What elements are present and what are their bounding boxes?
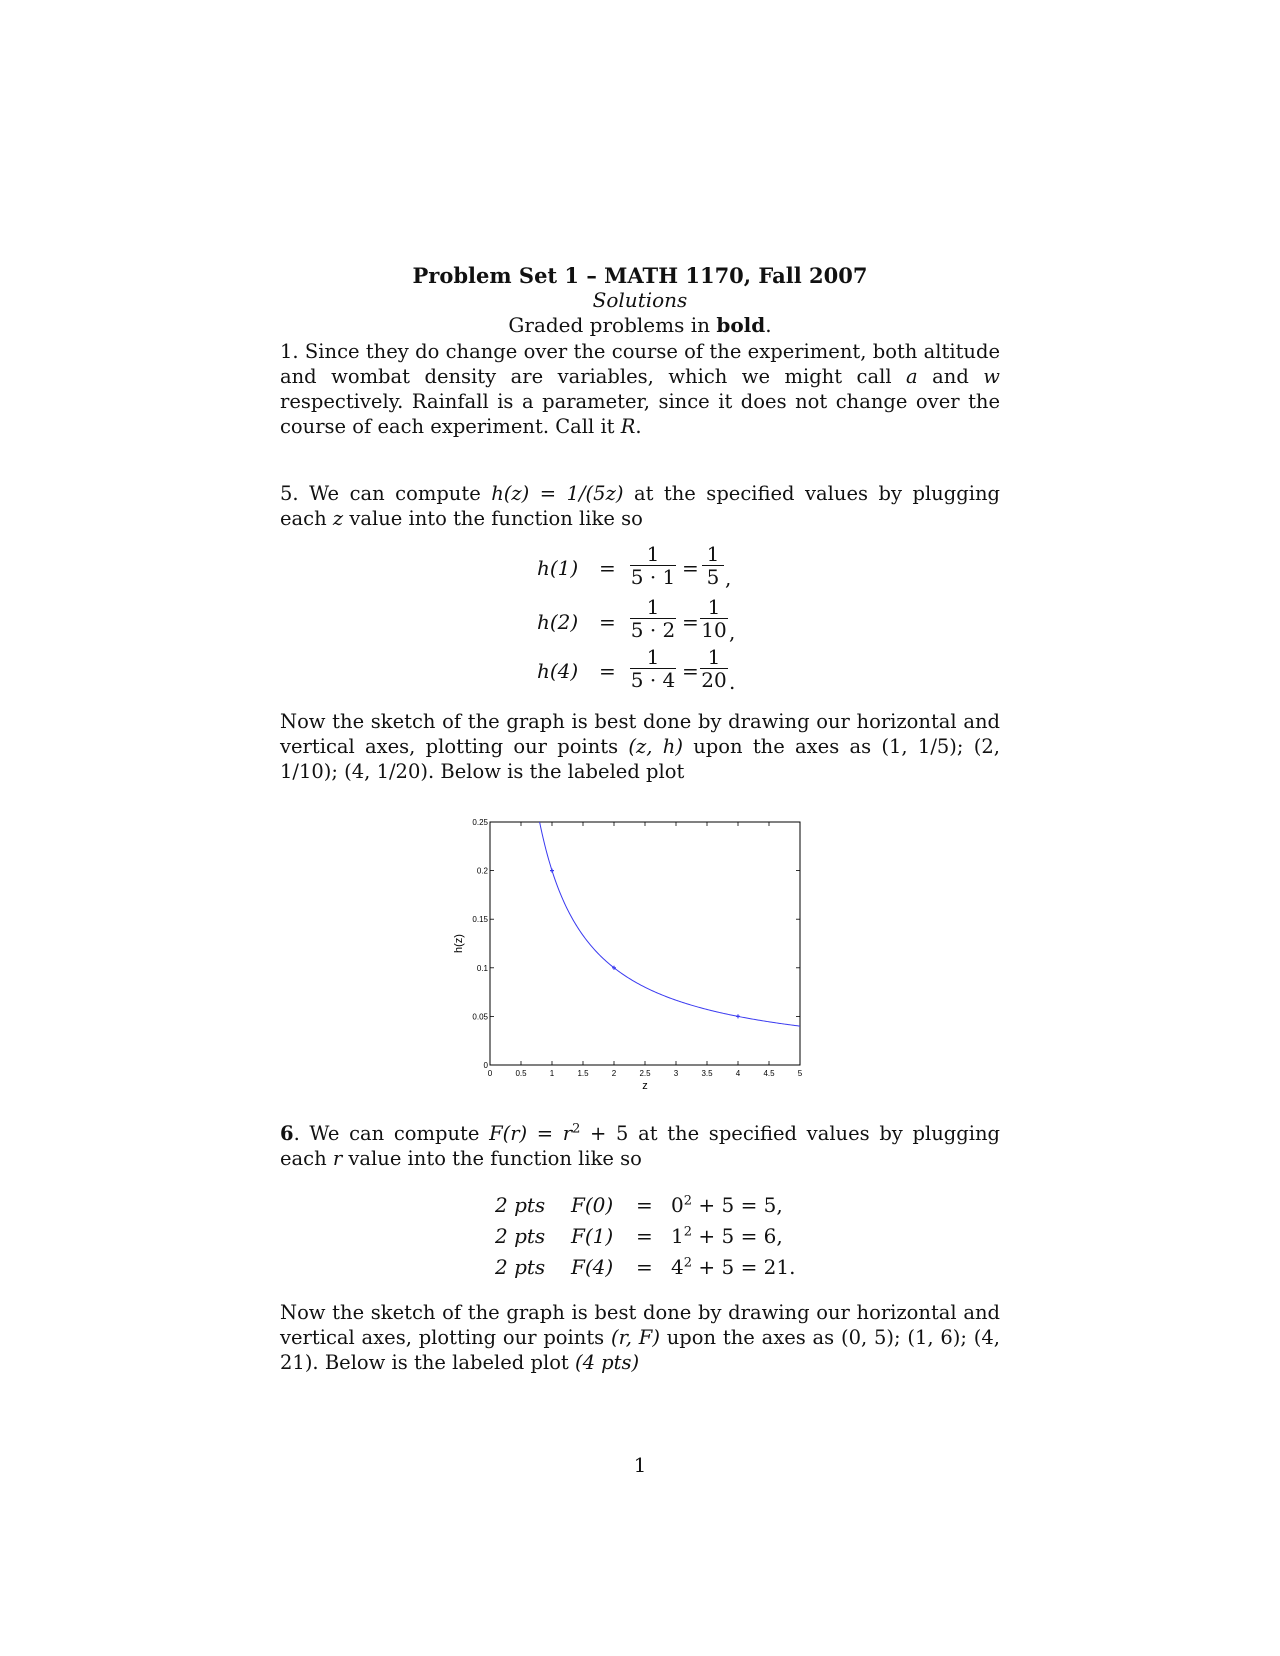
- y-tick-label: 0.1: [476, 963, 488, 973]
- p5-eq2-sign: =: [599, 610, 616, 634]
- p6-eq1-pts: 2 pts: [495, 1193, 546, 1217]
- p5-eq2-den: 5 · 2: [630, 618, 676, 642]
- p5-eq2-num2: 1: [700, 596, 728, 619]
- p1-text-c: respectively. Rainfall is a parameter, since it does not change over the course of each experiment. Call it: [280, 390, 1000, 438]
- p5-eq3-den2: 20: [701, 668, 727, 692]
- graded-note-bold: bold: [716, 313, 766, 337]
- p6-eq3-rest: + 5 = 21.: [692, 1255, 796, 1279]
- y-tick-label: 0.15: [472, 915, 488, 925]
- p5-eq1-frac: [630, 543, 676, 588]
- p1-var-a: a: [906, 365, 918, 388]
- p5-eq1-sign2: =: [682, 556, 699, 580]
- p6-number: 6: [280, 1122, 294, 1145]
- p6-after-a: Now the sketch of the graph is best done by drawing our horizontal and vertical axes, plotting our points: [280, 1301, 1000, 1349]
- p1-text-b: and: [917, 365, 984, 388]
- p6-intro-a: . We can compute: [293, 1122, 490, 1145]
- p5-after-b: upon the axes as (1, 1/5); (2, 1/10); (4, 1/20). Below is the labeled plot: [280, 735, 1000, 783]
- p1-var-r: R: [620, 415, 636, 438]
- p5-eq1-den: 5 · 1: [630, 565, 676, 589]
- p5-func: h(z) = 1/(5z): [491, 482, 624, 505]
- y-tick-label: 0.25: [472, 818, 488, 827]
- p5-intro-a: 5. We can compute: [280, 482, 492, 505]
- graded-note: [0, 313, 1280, 337]
- p6-eq2-lhs: F(1): [571, 1224, 614, 1248]
- graded-note-prefix: Graded problems in: [508, 313, 717, 337]
- p6-eq2-rest: + 5 = 6,: [692, 1224, 783, 1248]
- problem-6-followup: [280, 1300, 1000, 1375]
- y-axis-label: h(z): [453, 934, 465, 953]
- p6-eq3-exp: 2: [683, 1255, 693, 1271]
- p5-var: z: [332, 507, 344, 530]
- p5-eq3-num2: 1: [700, 646, 728, 669]
- hz-plot: [440, 810, 820, 1100]
- p6-func-a: F(r) = r: [489, 1122, 573, 1145]
- p5-after-pair: (z, h): [628, 735, 683, 758]
- p5-eq2-frac2: [700, 596, 728, 641]
- p6-eq1-rest: + 5 = 5,: [692, 1193, 783, 1217]
- x-tick-label: 4: [735, 1069, 741, 1078]
- p6-eq2-rhs: [671, 1224, 783, 1248]
- p6-eq3-lhs: F(4): [571, 1255, 614, 1279]
- p5-after-a: Now the sketch of the graph is best done by drawing our horizontal and vertical axes, plotting our points: [280, 710, 1000, 758]
- p6-after-pair: (r, F): [611, 1326, 660, 1349]
- p5-intro-b: at the specified values by plugging each: [280, 482, 1000, 530]
- p1-text-a: 1. Since they do change over the course of the experiment, both altitude and wombat density are variables, which we might call: [280, 340, 1000, 388]
- y-tick-label: 0.05: [472, 1012, 488, 1022]
- p1-var-w: w: [983, 365, 1000, 388]
- x-tick-label: 4.5: [763, 1069, 775, 1078]
- p5-eq3-punct: .: [729, 670, 736, 694]
- x-tick-label: 2.5: [639, 1069, 651, 1078]
- p6-eq3-base: 4: [671, 1255, 684, 1279]
- problem-6-intro: [280, 1121, 1000, 1171]
- p5-eq1-num: 1: [630, 543, 676, 566]
- p6-eq2-exp: 2: [683, 1224, 693, 1240]
- p5-eq1-frac2: [702, 543, 724, 588]
- y-tick-label: 0.2: [476, 866, 488, 876]
- p6-eq1-rhs: [671, 1193, 783, 1217]
- p5-eq2-sign2: =: [682, 610, 699, 634]
- p6-eq1-exp: 2: [683, 1193, 693, 1209]
- x-axis-label: z: [642, 1080, 648, 1092]
- p5-eq2-den2: 10: [701, 618, 727, 642]
- p5-eq2-num: 1: [630, 596, 676, 619]
- page-title: Problem Set 1 – MATH 1170, Fall 2007: [412, 263, 868, 288]
- problem-5-intro: [280, 481, 1000, 531]
- page-subtitle: Solutions: [592, 288, 688, 312]
- graded-note-suffix: .: [765, 313, 772, 337]
- p6-eq3-rhs: [671, 1255, 796, 1279]
- p5-eq1-lhs: h(1): [537, 556, 579, 580]
- x-tick-label: 1.5: [577, 1069, 589, 1078]
- p5-eq2-frac: [630, 596, 676, 641]
- p6-intro-b: at the specified values by plugging each: [280, 1122, 1000, 1170]
- p5-eq3-lhs: h(4): [537, 659, 579, 683]
- p6-func-b: + 5: [580, 1122, 629, 1145]
- x-tick-label: 1: [549, 1069, 555, 1078]
- p5-eq3-den: 5 · 4: [630, 668, 676, 692]
- p6-after-pts: (4 pts): [574, 1351, 640, 1374]
- p5-eq3-frac: [630, 646, 676, 691]
- x-tick-label: 0.5: [515, 1069, 527, 1078]
- p6-intro-c: value into the function like so: [342, 1147, 642, 1170]
- p1-text-d: .: [635, 415, 642, 438]
- x-tick-label: 2: [611, 1069, 617, 1078]
- p5-eq1-punct: ,: [725, 566, 732, 590]
- p6-var: r: [332, 1147, 343, 1170]
- p5-eq3-sign: =: [599, 659, 616, 683]
- x-tick-label: 5: [797, 1069, 803, 1078]
- p6-eq2-base: 1: [671, 1224, 684, 1248]
- p5-eq3-num: 1: [630, 646, 676, 669]
- problem-5-followup: [280, 709, 1000, 784]
- p5-eq3-frac2: [700, 646, 728, 691]
- p5-eq1-num2: 1: [702, 543, 724, 566]
- problem-1-text: [280, 339, 1000, 439]
- p6-eq2-sign: =: [636, 1224, 653, 1248]
- p5-eq1-sign: =: [599, 556, 616, 580]
- p6-eq2-pts: 2 pts: [495, 1224, 546, 1248]
- p6-eq3-pts: 2 pts: [495, 1255, 546, 1279]
- p5-eq2-lhs: h(2): [537, 610, 579, 634]
- y-tick-label: 0: [483, 1061, 488, 1070]
- x-tick-label: 0: [487, 1069, 493, 1078]
- p6-after-b: upon the axes as (0, 5); (1, 6); (4, 21). Below is the labeled plot: [280, 1326, 1000, 1374]
- p6-eq1-sign: =: [636, 1193, 653, 1217]
- p5-eq1-den2: 5: [706, 565, 720, 589]
- p6-eq1-lhs: F(0): [571, 1193, 614, 1217]
- p5-eq3-sign2: =: [682, 659, 699, 683]
- page-number: 1: [633, 1453, 647, 1477]
- x-tick-label: 3: [673, 1069, 679, 1078]
- p6-eq1-base: 0: [671, 1193, 684, 1217]
- p5-intro-c: value into the function like so: [343, 507, 643, 530]
- p6-eq3-sign: =: [636, 1255, 653, 1279]
- p6-func-exp: 2: [572, 1121, 581, 1137]
- plot-frame: [490, 822, 800, 1065]
- x-tick-label: 3.5: [701, 1069, 713, 1078]
- p5-eq2-punct: ,: [729, 620, 736, 644]
